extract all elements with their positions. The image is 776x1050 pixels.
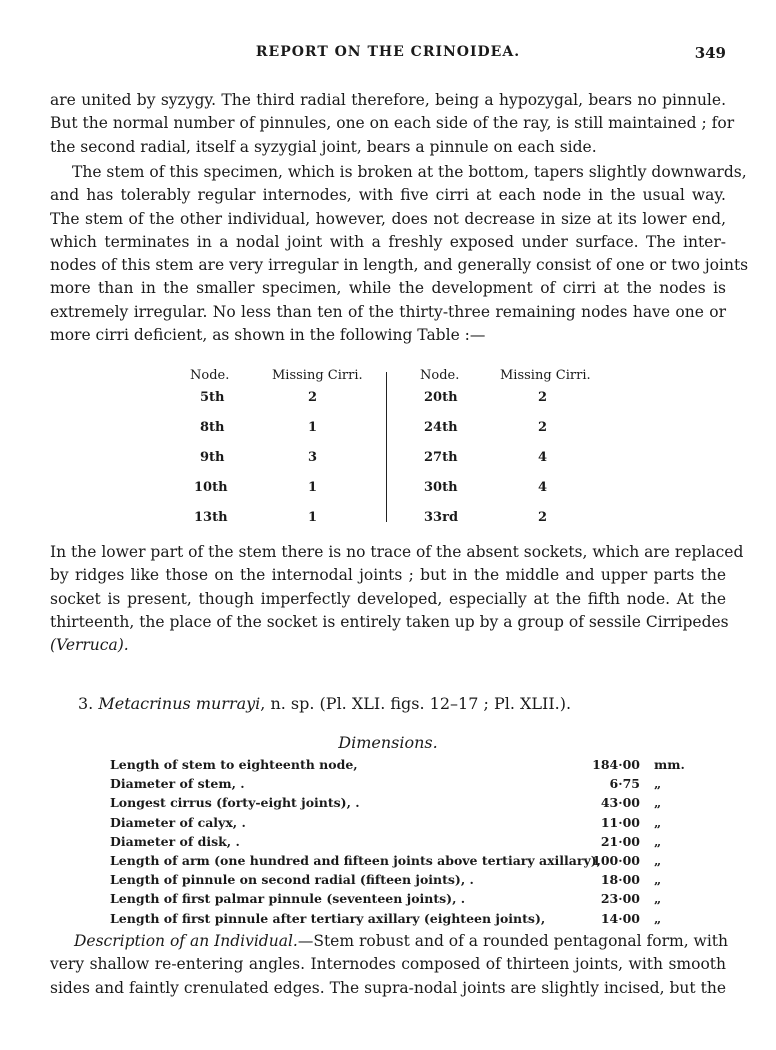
dimension-unit: „ bbox=[654, 910, 662, 926]
table-header: Missing Cirri. bbox=[500, 368, 591, 383]
dimension-unit: „ bbox=[654, 814, 662, 830]
table-cell: 27th bbox=[424, 450, 458, 465]
text-line: sides and faintly crenulated edges. The supra-nodal joints are slightly incised, but the bbox=[50, 978, 726, 997]
description-paragraph bbox=[50, 930, 726, 1000]
header-title: REPORT ON THE CRINOIDEA. bbox=[255, 44, 521, 60]
page-number: 349 bbox=[694, 44, 726, 62]
table-cell: 10th bbox=[194, 480, 228, 495]
dimension-label: Length of first palmar pinnule (seventeen joints), . bbox=[110, 891, 466, 907]
table-divider bbox=[386, 372, 387, 522]
species-name: Metacrinus murrayi bbox=[98, 694, 261, 713]
text-line: The stem of the other individual, however, does not decrease in size at its lower end, bbox=[50, 209, 726, 228]
dimension-unit: „ bbox=[654, 872, 662, 888]
table-cell: 30th bbox=[424, 480, 458, 495]
species-heading bbox=[78, 694, 571, 713]
dimension-row bbox=[110, 815, 670, 834]
missing-cirri-table bbox=[180, 368, 600, 528]
dimension-value: 21·00 bbox=[600, 833, 640, 849]
dimension-value: 184·00 bbox=[592, 757, 640, 772]
dimension-row bbox=[110, 911, 670, 930]
table-header: Node. bbox=[420, 368, 460, 383]
table-cell: 2 bbox=[308, 390, 318, 405]
text-line: by ridges like those on the internodal joints ; but in the middle and upper parts the bbox=[50, 566, 726, 585]
dimension-unit: „ bbox=[654, 891, 662, 907]
dimension-label: Diameter of calyx, . bbox=[110, 814, 246, 830]
text-line: The stem of this specimen, which is broken at the bottom, tapers slightly downwards, bbox=[72, 163, 747, 181]
dimension-value: 100·00 bbox=[592, 852, 640, 868]
table-cell: 4 bbox=[538, 450, 548, 465]
dimension-unit: „ bbox=[654, 833, 662, 849]
text-line: more than in the smaller specimen, while the development of cirri at the nodes is bbox=[50, 279, 726, 298]
dimension-label: Length of arm (one hundred and fifteen joints above tertiary axillary), bbox=[110, 852, 602, 868]
dimension-row bbox=[110, 776, 670, 795]
running-header bbox=[50, 44, 726, 64]
dimension-unit: „ bbox=[654, 852, 662, 868]
text-line: very shallow re-entering angles. Internodes composed of thirteen joints, with smooth bbox=[50, 955, 726, 974]
table-cell: 24th bbox=[424, 420, 458, 435]
text-line: more cirri deficient, as shown in the following Table :— bbox=[50, 326, 486, 345]
dimension-row bbox=[110, 891, 670, 910]
text-line: which terminates in a nodal joint with a freshly exposed under surface. The inter- bbox=[50, 232, 726, 251]
dimension-row bbox=[110, 834, 670, 853]
paragraph-3 bbox=[50, 541, 744, 657]
text-line: thirteenth, the place of the socket is entirely taken up by a group of sessile Cirripedes bbox=[50, 612, 729, 631]
dimension-unit: „ bbox=[654, 795, 662, 811]
dimensions-table bbox=[110, 757, 685, 930]
section-number: 3. bbox=[78, 694, 94, 713]
dimension-row bbox=[110, 757, 685, 776]
table-cell: 2 bbox=[538, 420, 548, 435]
dimension-label: Length of pinnule on second radial (fifteen joints), . bbox=[110, 872, 474, 888]
text-line: socket is present, though imperfectly developed, especially at the fifth node. At the bbox=[50, 589, 726, 608]
dimension-label: Length of stem to eighteenth node, bbox=[110, 757, 358, 772]
species-reference: , n. sp. (Pl. XLI. figs. 12–17 ; Pl. XLII.). bbox=[260, 694, 572, 713]
dimension-label: Diameter of stem, . bbox=[110, 776, 245, 792]
table-cell: 3 bbox=[308, 450, 318, 465]
paragraph-2 bbox=[50, 161, 749, 347]
dimension-value: 14·00 bbox=[600, 910, 640, 926]
table-header: Missing Cirri. bbox=[272, 368, 363, 383]
dimension-value: 11·00 bbox=[600, 814, 640, 830]
text-line: are united by syzygy. The third radial therefore, being a hypozygal, bears no pinnule. bbox=[50, 91, 726, 109]
table-cell: 8th bbox=[200, 420, 225, 435]
table-cell: 1 bbox=[308, 480, 318, 495]
table-cell: 5th bbox=[200, 390, 225, 405]
dimension-label: Longest cirrus (forty-eight joints), . bbox=[110, 795, 360, 811]
table-header: Node. bbox=[190, 368, 230, 383]
text-line: nodes of this stem are very irregular in length, and generally consist of one or two joints bbox=[50, 256, 749, 275]
dimension-row bbox=[110, 795, 670, 814]
table-cell: 13th bbox=[194, 510, 228, 525]
dimension-value: 18·00 bbox=[600, 872, 640, 888]
dimension-row bbox=[110, 872, 670, 891]
dimension-unit: mm. bbox=[654, 757, 685, 772]
description-heading: Description of an Individual. bbox=[74, 932, 298, 950]
dimension-unit: „ bbox=[654, 776, 662, 792]
text-line: (Verruca). bbox=[50, 636, 129, 655]
table-cell: 1 bbox=[308, 420, 318, 435]
description-text: —Stem robust and of a rounded pentagonal form, with bbox=[297, 932, 728, 950]
table-cell: 1 bbox=[308, 510, 318, 525]
table-cell: 20th bbox=[424, 390, 458, 405]
paragraph-1 bbox=[50, 89, 735, 159]
dimension-value: 23·00 bbox=[600, 891, 640, 907]
dimension-label: Length of first pinnule after tertiary axillary (eighteen joints), bbox=[110, 910, 546, 926]
text-line: extremely irregular. No less than ten of the thirty-three remaining nodes have one or bbox=[50, 302, 726, 321]
text-line: But the normal number of pinnules, one on each side of the ray, is still maintained ; for bbox=[50, 114, 735, 133]
dimension-label: Diameter of disk, . bbox=[110, 833, 240, 849]
text-line: the second radial, itself a syzygial joint, bears a pinnule on each side. bbox=[50, 137, 597, 156]
text-line bbox=[50, 930, 726, 953]
table-cell: 4 bbox=[538, 480, 548, 495]
dimension-row bbox=[110, 853, 670, 872]
dimensions-title: Dimensions. bbox=[338, 733, 438, 752]
table-cell: 9th bbox=[200, 450, 225, 465]
table-cell: 33rd bbox=[424, 510, 459, 525]
text-line: and has tolerably regular internodes, with five cirri at each node in the usual way. bbox=[50, 186, 726, 205]
dimension-value: 6·75 bbox=[609, 776, 640, 792]
table-cell: 2 bbox=[538, 390, 548, 405]
table-cell: 2 bbox=[538, 510, 548, 525]
dimension-value: 43·00 bbox=[600, 795, 640, 811]
text-line: In the lower part of the stem there is no trace of the absent sockets, which are replaced bbox=[50, 543, 744, 561]
